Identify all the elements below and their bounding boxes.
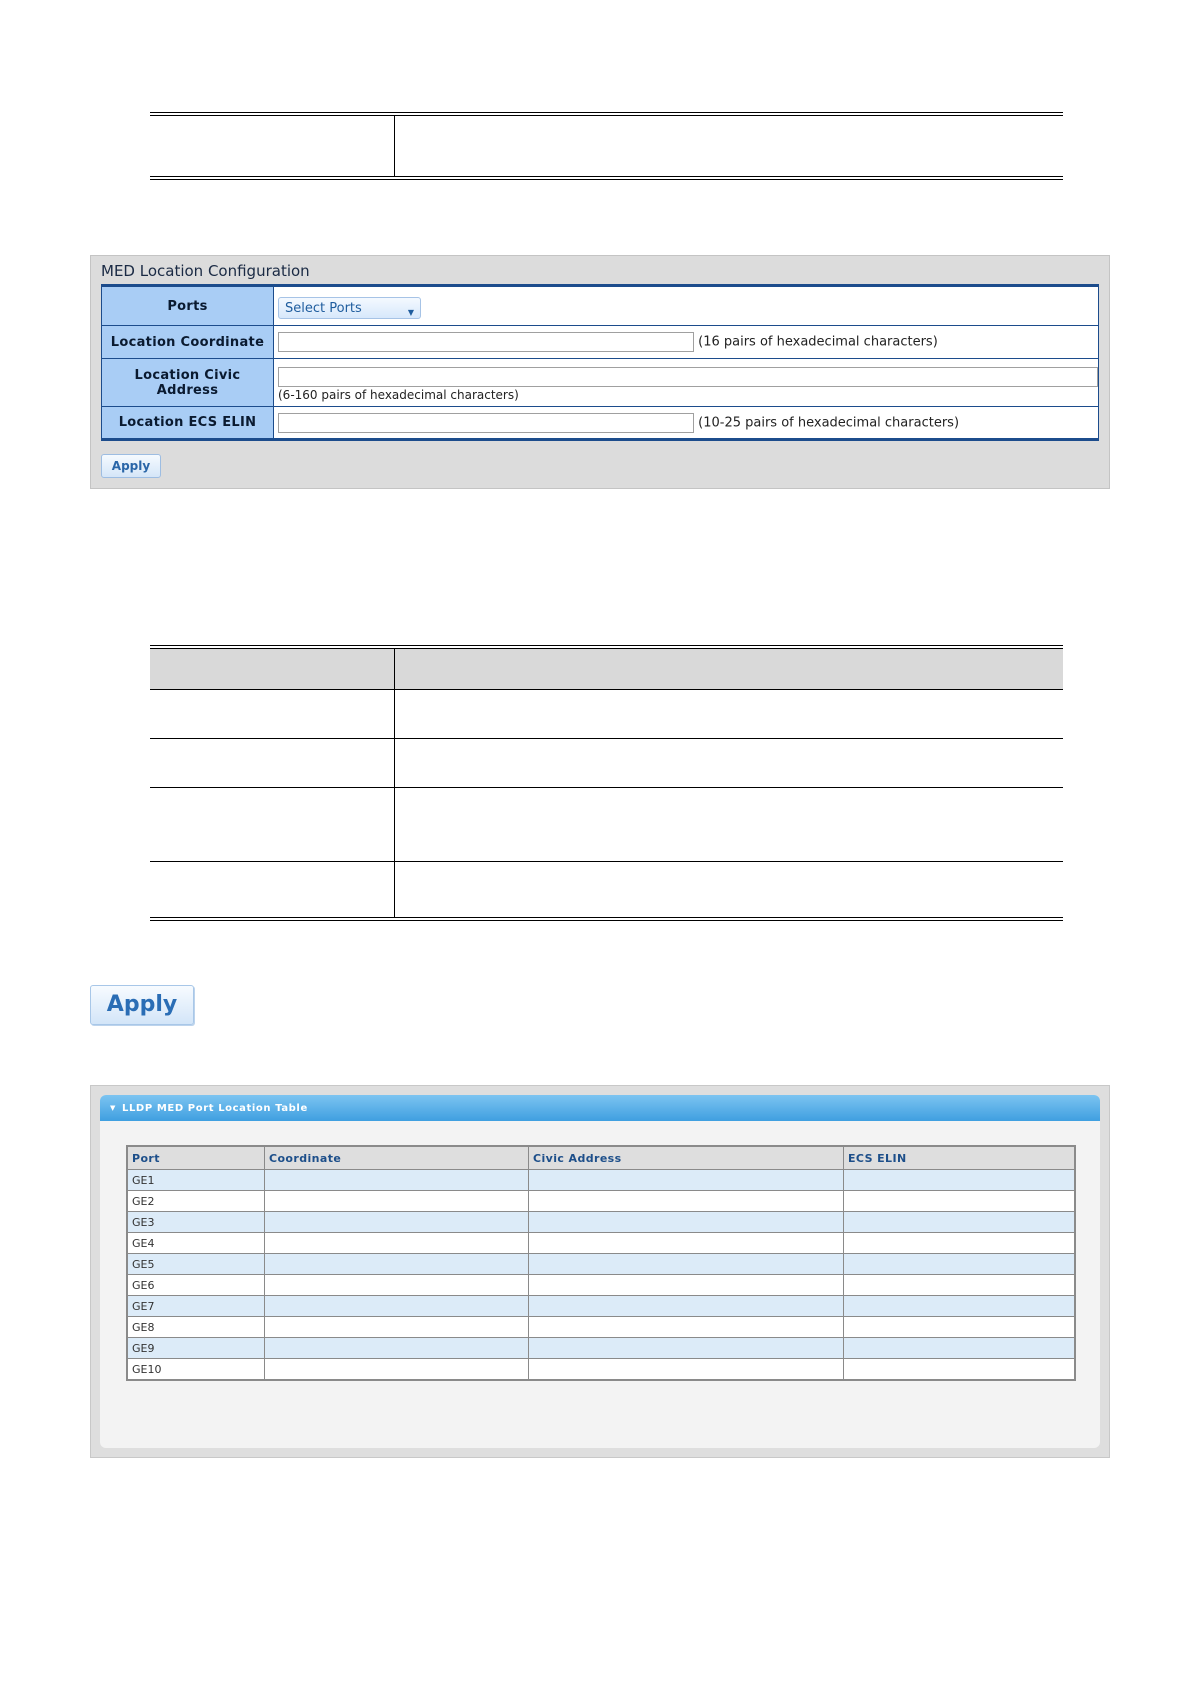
lldp-panel-title: LLDP MED Port Location Table <box>121 1103 308 1114</box>
ecs-elin-hint: (10-25 pairs of hexadecimal characters) <box>698 415 960 430</box>
coordinate-label: Location Coordinate <box>102 326 274 359</box>
port-cell: GE7 <box>127 1296 265 1317</box>
ports-label: Ports <box>102 286 274 326</box>
port-cell: GE1 <box>127 1170 265 1191</box>
ecs-elin-cell <box>844 1275 1076 1296</box>
lldp-med-port-location-panel <box>90 1085 1110 1458</box>
ecs-elin-cell <box>844 1317 1076 1338</box>
coordinate-hint: (16 pairs of hexadecimal characters) <box>698 334 938 350</box>
lldp-port-location-table <box>126 1145 1076 1381</box>
port-cell: GE8 <box>127 1317 265 1338</box>
port-cell: GE2 <box>127 1191 265 1212</box>
civic-address-cell <box>529 1338 844 1359</box>
apply-button-large[interactable]: Apply <box>90 985 194 1025</box>
civic-address-cell <box>529 1212 844 1233</box>
ecs-elin-cell <box>844 1296 1076 1317</box>
table-row <box>127 1254 1075 1275</box>
panel-title: MED Location Configuration <box>101 262 310 280</box>
port-cell: GE10 <box>127 1359 265 1381</box>
doc-table-description <box>150 645 1063 921</box>
table-header-row <box>150 649 1063 690</box>
column-header-coordinate: Coordinate <box>265 1146 529 1170</box>
civic-address-cell <box>529 1296 844 1317</box>
select-ports-label: Select Ports <box>285 300 362 316</box>
coordinate-cell <box>265 1254 529 1275</box>
port-cell: GE5 <box>127 1254 265 1275</box>
port-cell: GE9 <box>127 1338 265 1359</box>
table-row <box>127 1191 1075 1212</box>
coordinate-cell <box>265 1212 529 1233</box>
table-row <box>127 1170 1075 1191</box>
civic-address-cell <box>529 1170 844 1191</box>
civic-address-input[interactable] <box>278 367 1098 387</box>
coordinate-cell <box>265 1170 529 1191</box>
port-cell: GE3 <box>127 1212 265 1233</box>
doc-table-top <box>150 112 1063 180</box>
lldp-panel-header[interactable] <box>100 1095 1100 1121</box>
ecs-elin-label: Location ECS ELIN <box>102 407 274 440</box>
table-row <box>127 1338 1075 1359</box>
row-divider <box>150 738 1063 739</box>
table-row <box>127 1317 1075 1338</box>
civic-address-cell <box>529 1254 844 1275</box>
ecs-elin-cell <box>844 1170 1076 1191</box>
civic-address-label: Location Civic Address <box>102 359 274 407</box>
column-divider <box>394 649 395 917</box>
table-row <box>127 1212 1075 1233</box>
ecs-elin-cell <box>844 1254 1076 1275</box>
column-divider <box>394 116 395 176</box>
coordinate-cell <box>265 1191 529 1212</box>
table-row <box>127 1275 1075 1296</box>
coordinate-cell <box>265 1359 529 1381</box>
ecs-elin-cell <box>844 1359 1076 1381</box>
coordinate-cell <box>265 1296 529 1317</box>
coordinate-cell <box>265 1233 529 1254</box>
civic-address-cell <box>529 1359 844 1381</box>
chevron-down-icon: ▼ <box>407 307 414 317</box>
port-cell: GE6 <box>127 1275 265 1296</box>
ecs-elin-cell <box>844 1233 1076 1254</box>
column-header-civic-address: Civic Address <box>529 1146 844 1170</box>
lldp-panel-inner <box>100 1095 1100 1448</box>
civic-address-hint: (6-160 pairs of hexadecimal characters) <box>278 388 519 402</box>
collapse-triangle-icon[interactable]: ▼ <box>110 1104 116 1112</box>
ecs-elin-cell <box>844 1212 1076 1233</box>
row-divider <box>150 787 1063 788</box>
port-cell: GE4 <box>127 1233 265 1254</box>
column-header-port: Port <box>127 1146 265 1170</box>
civic-address-cell <box>529 1317 844 1338</box>
med-location-config-panel <box>90 255 1110 489</box>
ecs-elin-input[interactable] <box>278 413 694 433</box>
ecs-elin-cell <box>844 1191 1076 1212</box>
select-ports-dropdown[interactable] <box>278 297 421 319</box>
apply-button[interactable]: Apply <box>101 454 161 478</box>
column-header-ecs-elin: ECS ELIN <box>844 1146 1076 1170</box>
coordinate-cell <box>265 1275 529 1296</box>
row-divider <box>150 861 1063 862</box>
table-row <box>127 1359 1075 1381</box>
coordinate-cell <box>265 1338 529 1359</box>
civic-address-cell <box>529 1191 844 1212</box>
coordinate-input[interactable] <box>278 332 694 352</box>
med-config-table <box>101 284 1099 441</box>
civic-address-cell <box>529 1275 844 1296</box>
coordinate-cell <box>265 1317 529 1338</box>
ecs-elin-cell <box>844 1338 1076 1359</box>
table-row <box>127 1296 1075 1317</box>
table-row <box>127 1233 1075 1254</box>
civic-address-cell <box>529 1233 844 1254</box>
